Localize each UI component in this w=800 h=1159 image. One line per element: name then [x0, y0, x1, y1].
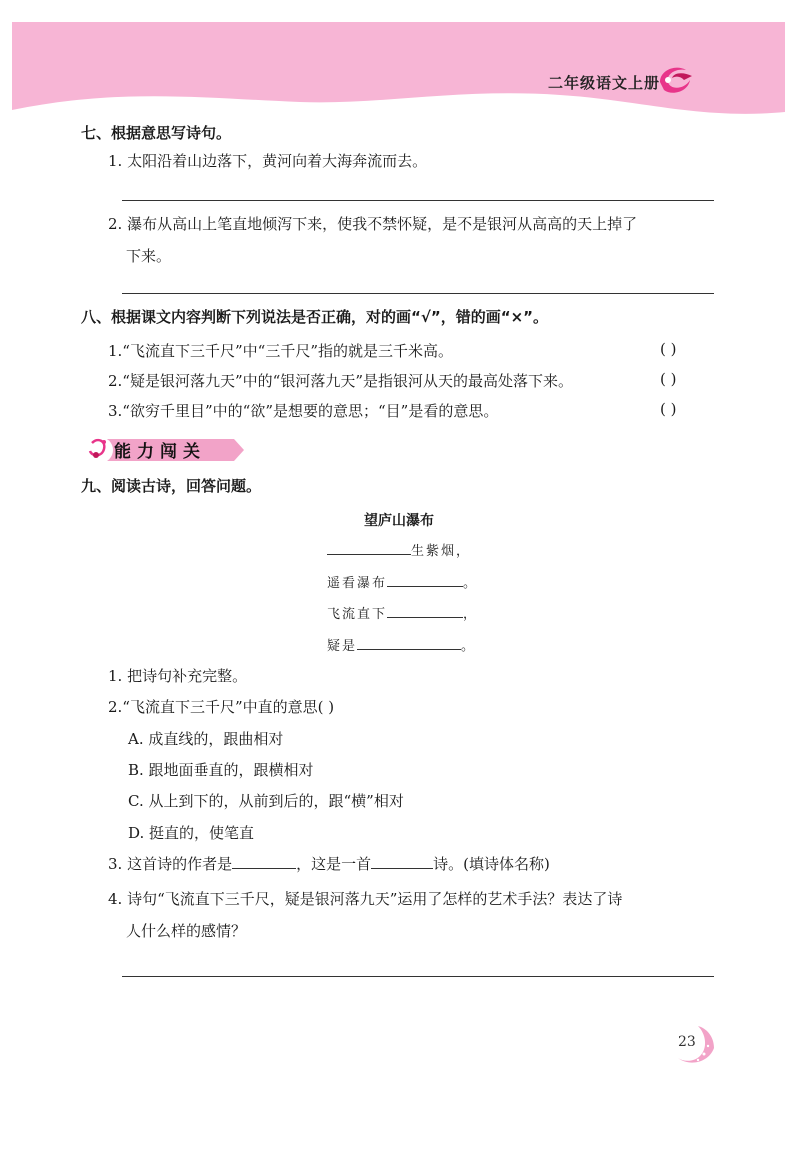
option-b[interactable]: B. 跟地面垂直的，跟横相对 — [128, 761, 314, 779]
question-3-part-a: 3. 这首诗的作者是 — [108, 855, 233, 873]
poem-line-3-prefix: 飞流直下 — [327, 607, 388, 622]
answer-line-9-4[interactable] — [122, 976, 714, 977]
section-7-question-1: 1. 太阳沿着山边落下，黄河向着大海奔流而去。 — [108, 152, 428, 170]
section-banner-label: 能力闯关 — [114, 442, 206, 462]
section-9-question-1: 1. 把诗句补充完整。 — [108, 667, 248, 685]
poem-line-2 — [327, 572, 478, 591]
section-7-heading: 七、根据意思写诗句。 — [81, 124, 232, 142]
poem-title: 望庐山瀑布 — [364, 513, 434, 529]
option-a[interactable]: A. 成直线的，跟曲相对 — [128, 730, 284, 748]
page-number: 23 — [678, 1034, 696, 1050]
section-7-question-2-line-1: 2. 瀑布从高山上笔直地倾泻下来，使我不禁怀疑，是不是银河从高高的天上掉了 — [108, 215, 638, 233]
header-band — [0, 0, 800, 120]
question-3-part-c: 诗。(填诗体名称) — [433, 855, 550, 873]
section-8-heading: 八、根据课文内容判断下列说法是否正确，对的画“√”，错的画“×”。 — [81, 308, 549, 326]
poem-type-blank[interactable] — [371, 854, 433, 869]
answer-paren-8-2[interactable]: ( ) — [660, 370, 677, 388]
poem-line-2-suffix: 。 — [463, 576, 479, 591]
poem-blank-2[interactable] — [387, 572, 463, 587]
section-8-item-3: 3.“欲穷千里目”中的“欲”是想要的意思；“目”是看的意思。 — [108, 402, 499, 420]
section-8-item-1: 1.“飞流直下三千尺”中“三千尺”指的就是三千米高。 — [108, 342, 453, 360]
option-d[interactable]: D. 挺直的，使笔直 — [128, 824, 255, 842]
poem-line-2-prefix: 遥看瀑布 — [327, 576, 388, 591]
poem-line-3 — [327, 603, 478, 622]
answer-line-7-1[interactable] — [122, 200, 714, 201]
answer-paren-8-3[interactable]: ( ) — [660, 400, 677, 418]
section-8-item-2: 2.“疑是银河落九天”中的“银河落九天”是指银河从天的最高处落下来。 — [108, 372, 573, 390]
poem-line-4-prefix: 疑是 — [327, 639, 358, 654]
poem-blank-4[interactable] — [357, 635, 461, 650]
poem-blank-3[interactable] — [387, 603, 463, 618]
section-7-question-2-line-2: 下来。 — [126, 247, 172, 265]
section-9-heading: 九、阅读古诗，回答问题。 — [81, 477, 262, 495]
section-9-question-2: 2.“飞流直下三千尺”中直的意思( ) — [108, 698, 335, 716]
poem-line-4-suffix: 。 — [461, 639, 477, 654]
header-title: 二年级语文上册 — [547, 74, 660, 92]
answer-line-7-2[interactable] — [122, 293, 714, 294]
poem-line-1 — [327, 540, 471, 559]
poem-line-4 — [327, 635, 476, 654]
section-9-question-4-line-1: 4. 诗句“飞流直下三千尺，疑是银河落九天”运用了怎样的艺术手法？表达了诗 — [108, 890, 623, 908]
section-9-question-3 — [108, 853, 550, 874]
option-c[interactable]: C. 从上到下的，从前到后的，跟“横”相对 — [128, 792, 404, 810]
poem-line-3-suffix: ， — [463, 607, 479, 622]
section-9-question-4-line-2: 人什么样的感情？ — [126, 922, 247, 940]
poem-blank-1[interactable] — [327, 540, 411, 555]
author-blank[interactable] — [232, 854, 296, 869]
swirl-logo-icon — [654, 62, 696, 96]
poem-line-1-text: 生紫烟， — [411, 544, 472, 559]
question-3-part-b: ，这是一首 — [296, 855, 372, 873]
answer-paren-8-1[interactable]: ( ) — [660, 340, 677, 358]
